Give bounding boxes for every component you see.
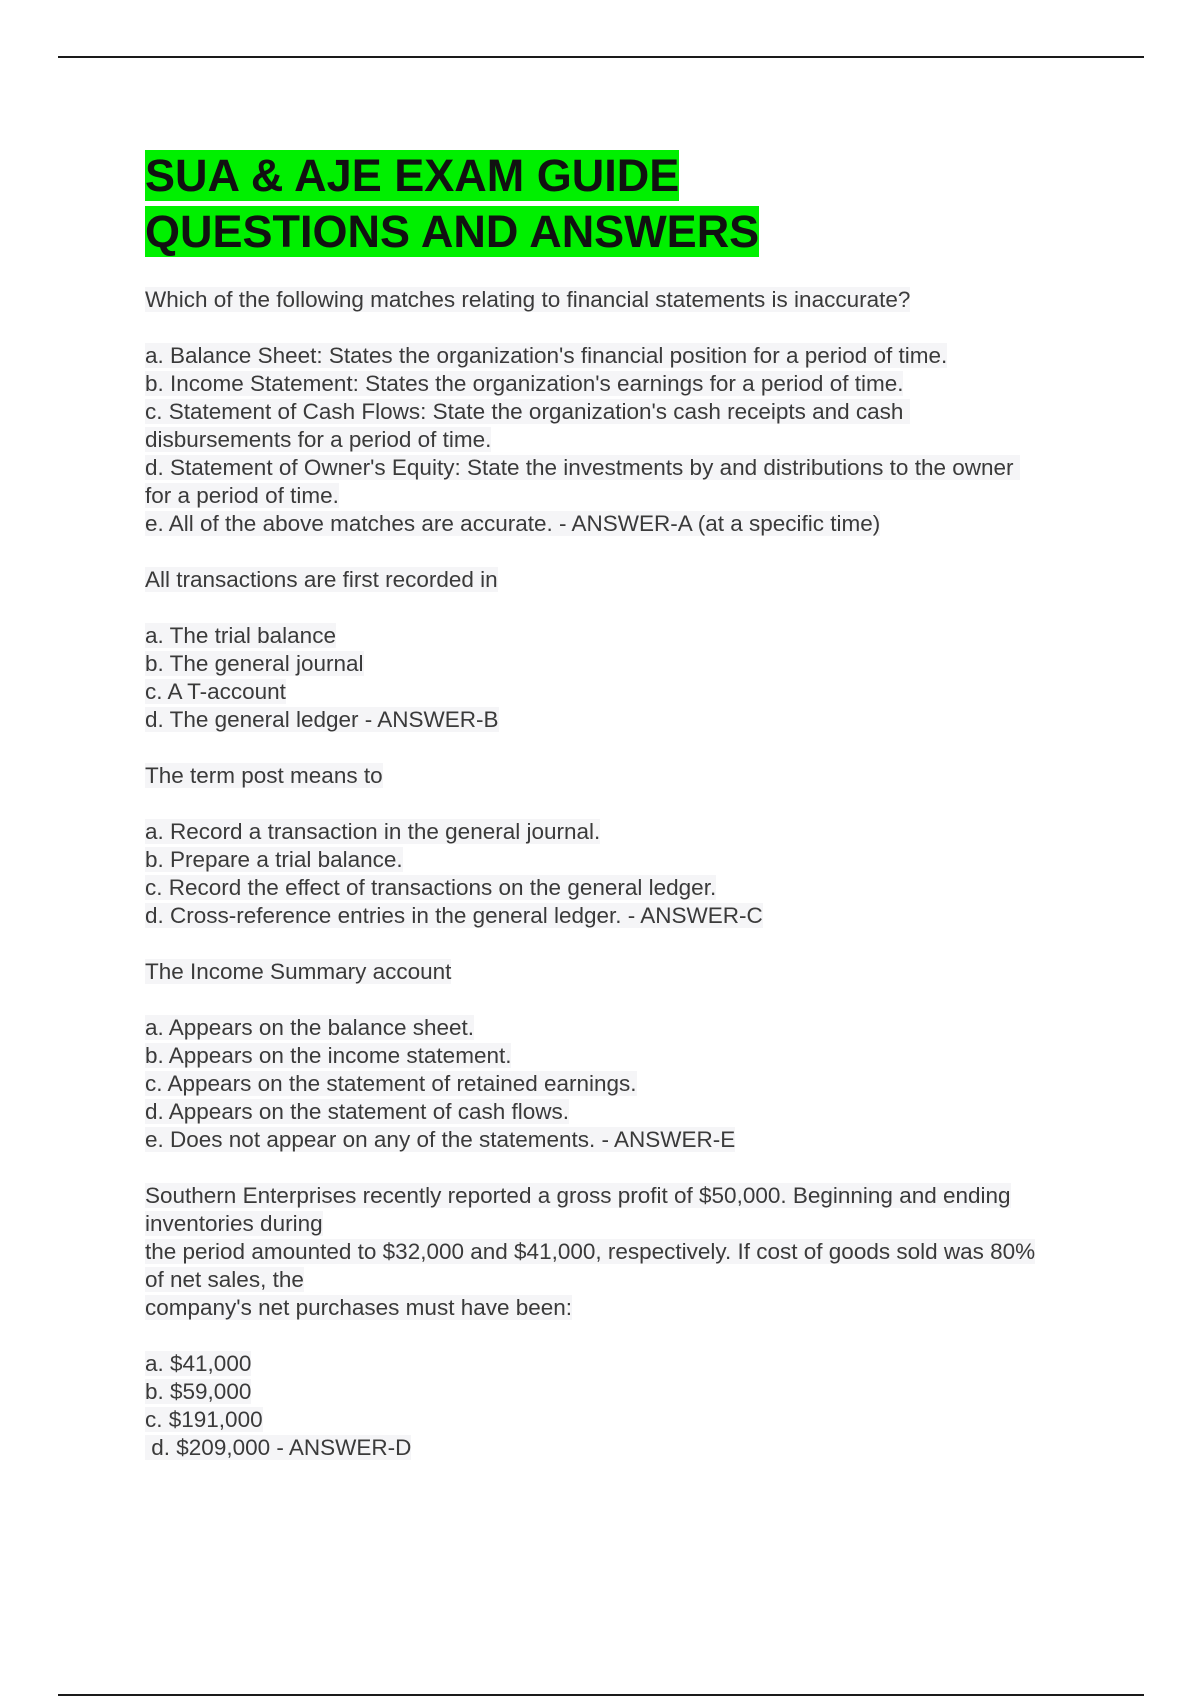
header-rule — [58, 56, 1144, 58]
question-block-4 — [145, 958, 1045, 1154]
option-e-answer: e. Does not appear on any of the statements. - ANSWER-E — [145, 1127, 736, 1152]
option-b: b. The general journal — [145, 651, 364, 676]
option-b: b. Appears on the income statement. — [145, 1043, 512, 1068]
option-a: a. $41,000 — [145, 1351, 252, 1376]
question-text: Southern Enterprises recently reported a gross profit of $50,000. Beginning and ending inventories during the period amounted to $32,000 and $41,000, respectively. If cost of goods sold was 80% of net sales, the company's net purchases must have been: — [145, 1183, 1036, 1320]
option-list — [145, 622, 1045, 734]
option-b: b. Income Statement: States the organization's earnings for a period of time. — [145, 371, 904, 396]
option-b: b. $59,000 — [145, 1379, 252, 1404]
document-title — [145, 148, 1045, 260]
question-text: The term post means to — [145, 763, 383, 788]
option-e-answer: e. All of the above matches are accurate. - ANSWER-A (at a specific time) — [145, 511, 881, 536]
option-c: c. A T-account — [145, 679, 286, 704]
option-d: d. Appears on the statement of cash flows. — [145, 1099, 569, 1124]
option-b: b. Prepare a trial balance. — [145, 847, 403, 872]
question-block-3 — [145, 762, 1045, 930]
option-a: a. Balance Sheet: States the organization's financial position for a period of time. — [145, 343, 948, 368]
question-block-1 — [145, 286, 1045, 538]
title-line-2: QUESTIONS AND ANSWERS — [145, 206, 760, 257]
option-d: d. Statement of Owner's Equity: State the investments by and distributions to the owner for a period of time. — [145, 455, 1020, 508]
option-d-answer: d. Cross-reference entries in the general ledger. - ANSWER-C — [145, 903, 763, 928]
question-text: All transactions are first recorded in — [145, 567, 498, 592]
document-body — [145, 148, 1045, 1490]
option-c: c. $191,000 — [145, 1407, 263, 1432]
option-c: c. Statement of Cash Flows: State the organization's cash receipts and cash disbursements for a period of time. — [145, 399, 910, 452]
question-text: Which of the following matches relating to financial statements is inaccurate? — [145, 287, 911, 312]
option-a: a. The trial balance — [145, 623, 336, 648]
option-list — [145, 1350, 1045, 1462]
option-c: c. Record the effect of transactions on the general ledger. — [145, 875, 717, 900]
question-text: The Income Summary account — [145, 959, 452, 984]
option-list — [145, 1014, 1045, 1154]
option-list — [145, 818, 1045, 930]
option-d-answer: d. $209,000 - ANSWER-D — [145, 1435, 412, 1460]
question-block-5 — [145, 1182, 1045, 1462]
title-line-1: SUA & AJE EXAM GUIDE — [145, 150, 680, 201]
option-c: c. Appears on the statement of retained earnings. — [145, 1071, 637, 1096]
footer-rule — [58, 1694, 1144, 1696]
option-d-answer: d. The general ledger - ANSWER-B — [145, 707, 499, 732]
option-a: a. Appears on the balance sheet. — [145, 1015, 474, 1040]
option-list — [145, 342, 1045, 538]
option-a: a. Record a transaction in the general journal. — [145, 819, 601, 844]
question-block-2 — [145, 566, 1045, 734]
